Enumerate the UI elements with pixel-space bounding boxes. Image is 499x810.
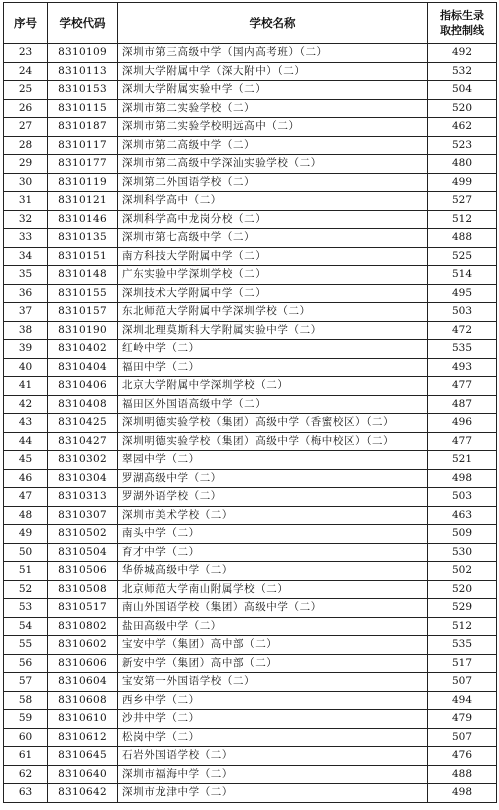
table-row — [4, 543, 497, 562]
cell-index: 52 — [4, 580, 48, 599]
cell-index: 57 — [4, 673, 48, 692]
cell-index: 54 — [4, 617, 48, 636]
cell-school-name: 罗湖外语学校（二） — [118, 488, 428, 507]
cell-school-code: 8310113 — [48, 62, 118, 81]
table-row — [4, 469, 497, 488]
cell-school-name: 宝安中学（集团）高中部（二） — [118, 636, 428, 655]
cell-school-code: 8310121 — [48, 192, 118, 211]
cell-school-name: 深圳第二外国语学校（二） — [118, 173, 428, 192]
cell-control-score: 517 — [428, 654, 497, 673]
cell-school-code: 8310508 — [48, 580, 118, 599]
cell-control-score: 509 — [428, 525, 497, 544]
cell-control-score: 504 — [428, 81, 497, 100]
cell-control-score: 530 — [428, 543, 497, 562]
cell-school-code: 8310608 — [48, 691, 118, 710]
cell-control-score: 525 — [428, 247, 497, 266]
cell-school-name: 深圳技术大学附属中学（二） — [118, 284, 428, 303]
table-row — [4, 395, 497, 414]
cell-school-code: 8310115 — [48, 99, 118, 118]
cell-school-code: 8310517 — [48, 599, 118, 618]
cell-index: 29 — [4, 155, 48, 174]
cell-school-name: 福田区外国语高级中学（二） — [118, 395, 428, 414]
cell-index: 44 — [4, 432, 48, 451]
cell-index: 48 — [4, 506, 48, 525]
cell-index: 55 — [4, 636, 48, 655]
cell-school-name: 深圳市第二高级中学深汕实验学校（二） — [118, 155, 428, 174]
header-code: 学校代码 — [48, 3, 118, 44]
cell-school-name: 沙井中学（二） — [118, 710, 428, 729]
table-row — [4, 229, 497, 248]
cell-control-score: 496 — [428, 414, 497, 433]
cell-control-score: 487 — [428, 395, 497, 414]
cell-control-score: 521 — [428, 451, 497, 470]
cell-school-name: 北京大学附属中学深圳学校（二） — [118, 377, 428, 396]
cell-index: 23 — [4, 44, 48, 63]
cell-index: 40 — [4, 358, 48, 377]
cell-school-code: 8310148 — [48, 266, 118, 285]
cell-school-code: 8310502 — [48, 525, 118, 544]
cell-control-score: 498 — [428, 469, 497, 488]
cell-school-name: 福田中学（二） — [118, 358, 428, 377]
table-row — [4, 62, 497, 81]
cell-control-score: 480 — [428, 155, 497, 174]
cell-school-code: 8310606 — [48, 654, 118, 673]
table-row — [4, 599, 497, 618]
cell-index: 32 — [4, 210, 48, 229]
cell-school-name: 深圳北理莫斯科大学附属实验中学（二） — [118, 321, 428, 340]
cell-school-name: 深圳市第二实验学校（二） — [118, 99, 428, 118]
table-row — [4, 303, 497, 322]
cell-school-code: 8310157 — [48, 303, 118, 322]
cell-control-score: 507 — [428, 673, 497, 692]
cell-school-code: 8310187 — [48, 118, 118, 137]
table-row — [4, 81, 497, 100]
cell-school-code: 8310506 — [48, 562, 118, 581]
cell-school-code: 8310146 — [48, 210, 118, 229]
cell-school-code: 8310109 — [48, 44, 118, 63]
cell-school-code: 8310302 — [48, 451, 118, 470]
table-row — [4, 358, 497, 377]
table-row — [4, 673, 497, 692]
cell-index: 46 — [4, 469, 48, 488]
cell-control-score: 477 — [428, 377, 497, 396]
cell-school-name: 宝安第一外国语学校（二） — [118, 673, 428, 692]
cell-control-score: 529 — [428, 599, 497, 618]
cell-control-score: 520 — [428, 99, 497, 118]
cell-school-name: 深圳市美术学校（二） — [118, 506, 428, 525]
cell-index: 25 — [4, 81, 48, 100]
cell-school-code: 8310645 — [48, 747, 118, 766]
table-row — [4, 636, 497, 655]
cell-index: 63 — [4, 784, 48, 803]
cell-control-score: 499 — [428, 173, 497, 192]
cell-school-name: 南山外国语学校（集团）高级中学（二） — [118, 599, 428, 618]
cell-school-code: 8310610 — [48, 710, 118, 729]
cell-school-name: 华侨城高级中学（二） — [118, 562, 428, 581]
table-row — [4, 118, 497, 137]
cell-index: 59 — [4, 710, 48, 729]
cell-control-score: 520 — [428, 580, 497, 599]
cell-control-score: 535 — [428, 340, 497, 359]
cell-school-code: 8310642 — [48, 784, 118, 803]
cell-control-score: 523 — [428, 136, 497, 155]
cell-index: 31 — [4, 192, 48, 211]
cell-control-score: 502 — [428, 562, 497, 581]
cell-index: 30 — [4, 173, 48, 192]
cell-school-name: 深圳科学高中龙岗分校（二） — [118, 210, 428, 229]
cell-school-code: 8310135 — [48, 229, 118, 248]
cell-school-code: 8310640 — [48, 765, 118, 784]
cell-index: 42 — [4, 395, 48, 414]
table-row — [4, 488, 497, 507]
cell-school-name: 深圳市第七高级中学（二） — [118, 229, 428, 248]
table-row — [4, 432, 497, 451]
cell-school-code: 8310602 — [48, 636, 118, 655]
cell-school-name: 罗湖高级中学（二） — [118, 469, 428, 488]
table-row — [4, 747, 497, 766]
cell-index: 49 — [4, 525, 48, 544]
table-row — [4, 321, 497, 340]
cell-control-score: 492 — [428, 44, 497, 63]
cell-control-score: 495 — [428, 284, 497, 303]
table-row — [4, 451, 497, 470]
cell-control-score: 493 — [428, 358, 497, 377]
cell-school-code: 8310153 — [48, 81, 118, 100]
cell-school-code: 8310119 — [48, 173, 118, 192]
cell-school-name: 深圳市第三高级中学（国内高考班）（二） — [118, 44, 428, 63]
cell-index: 58 — [4, 691, 48, 710]
cell-control-score: 512 — [428, 210, 497, 229]
cell-school-code: 8310307 — [48, 506, 118, 525]
cell-school-code: 8310408 — [48, 395, 118, 414]
cell-school-code: 8310151 — [48, 247, 118, 266]
cell-index: 41 — [4, 377, 48, 396]
cell-control-score: 535 — [428, 636, 497, 655]
cell-control-score: 503 — [428, 303, 497, 322]
table-row — [4, 210, 497, 229]
cell-index: 43 — [4, 414, 48, 433]
cell-school-code: 8310504 — [48, 543, 118, 562]
table-row — [4, 284, 497, 303]
school-quota-table — [3, 2, 497, 803]
cell-school-name: 南方科技大学附属中学（二） — [118, 247, 428, 266]
table-row — [4, 377, 497, 396]
cell-school-code: 8310604 — [48, 673, 118, 692]
cell-school-code: 8310177 — [48, 155, 118, 174]
cell-index: 47 — [4, 488, 48, 507]
cell-control-score: 472 — [428, 321, 497, 340]
cell-school-name: 新安中学（集团）高中部（二） — [118, 654, 428, 673]
cell-school-code: 8310404 — [48, 358, 118, 377]
table-header — [4, 3, 497, 44]
table-row — [4, 340, 497, 359]
cell-control-score: 488 — [428, 765, 497, 784]
cell-school-name: 红岭中学（二） — [118, 340, 428, 359]
cell-index: 50 — [4, 543, 48, 562]
cell-school-name: 深圳大学附属实验中学（二） — [118, 81, 428, 100]
cell-index: 26 — [4, 99, 48, 118]
table-row — [4, 765, 497, 784]
cell-school-code: 8310612 — [48, 728, 118, 747]
cell-control-score: 462 — [428, 118, 497, 137]
cell-control-score: 512 — [428, 617, 497, 636]
table-row — [4, 192, 497, 211]
cell-control-score: 479 — [428, 710, 497, 729]
table-row — [4, 710, 497, 729]
cell-index: 56 — [4, 654, 48, 673]
cell-school-name: 南头中学（二） — [118, 525, 428, 544]
cell-school-name: 深圳市第二实验学校明远高中（二） — [118, 118, 428, 137]
cell-index: 53 — [4, 599, 48, 618]
cell-school-name: 北京师范大学南山附属学校（二） — [118, 580, 428, 599]
cell-school-code: 8310406 — [48, 377, 118, 396]
cell-school-name: 广东实验中学深圳学校（二） — [118, 266, 428, 285]
cell-school-code: 8310313 — [48, 488, 118, 507]
cell-index: 51 — [4, 562, 48, 581]
table-row — [4, 784, 497, 803]
cell-index: 62 — [4, 765, 48, 784]
table-row — [4, 654, 497, 673]
cell-index: 39 — [4, 340, 48, 359]
cell-school-name: 东北师范大学附属中学深圳学校（二） — [118, 303, 428, 322]
cell-school-code: 8310117 — [48, 136, 118, 155]
cell-index: 27 — [4, 118, 48, 137]
cell-control-score: 498 — [428, 784, 497, 803]
table-body — [4, 44, 497, 803]
table-row — [4, 173, 497, 192]
header-quota-line2: 取控制线 — [440, 24, 484, 37]
cell-control-score: 532 — [428, 62, 497, 81]
cell-school-name: 育才中学（二） — [118, 543, 428, 562]
header-quota-line1: 指标生录 — [440, 9, 484, 22]
table-row — [4, 617, 497, 636]
cell-index: 33 — [4, 229, 48, 248]
cell-index: 24 — [4, 62, 48, 81]
header-quota — [428, 3, 497, 44]
table-row — [4, 155, 497, 174]
cell-control-score: 488 — [428, 229, 497, 248]
cell-index: 61 — [4, 747, 48, 766]
cell-control-score: 503 — [428, 488, 497, 507]
cell-school-name: 翠园中学（二） — [118, 451, 428, 470]
cell-index: 37 — [4, 303, 48, 322]
cell-control-score: 527 — [428, 192, 497, 211]
cell-index: 35 — [4, 266, 48, 285]
cell-school-name: 盐田高级中学（二） — [118, 617, 428, 636]
table-row — [4, 44, 497, 63]
cell-school-code: 8310155 — [48, 284, 118, 303]
table-row — [4, 136, 497, 155]
cell-control-score: 494 — [428, 691, 497, 710]
cell-control-score: 477 — [428, 432, 497, 451]
cell-school-name: 深圳大学附属中学（深大附中）（二） — [118, 62, 428, 81]
table-row — [4, 691, 497, 710]
cell-school-name: 深圳市龙津中学（二） — [118, 784, 428, 803]
table-row — [4, 728, 497, 747]
table-row — [4, 506, 497, 525]
cell-index: 60 — [4, 728, 48, 747]
cell-control-score: 476 — [428, 747, 497, 766]
table-row — [4, 99, 497, 118]
cell-index: 38 — [4, 321, 48, 340]
cell-school-name: 深圳明德实验学校（集团）高级中学（梅中校区）（二） — [118, 432, 428, 451]
cell-school-name: 松岗中学（二） — [118, 728, 428, 747]
cell-school-code: 8310425 — [48, 414, 118, 433]
cell-control-score: 514 — [428, 266, 497, 285]
cell-school-code: 8310427 — [48, 432, 118, 451]
cell-school-code: 8310190 — [48, 321, 118, 340]
cell-school-code: 8310402 — [48, 340, 118, 359]
cell-school-name: 深圳明德实验学校（集团）高级中学（香蜜校区）（二） — [118, 414, 428, 433]
cell-school-name: 西乡中学（二） — [118, 691, 428, 710]
cell-index: 34 — [4, 247, 48, 266]
table-row — [4, 414, 497, 433]
header-index: 序号 — [4, 3, 48, 44]
header-name: 学校名称 — [118, 3, 428, 44]
cell-school-name: 深圳市第二高级中学（二） — [118, 136, 428, 155]
cell-school-name: 石岩外国语学校（二） — [118, 747, 428, 766]
table-row — [4, 525, 497, 544]
cell-school-name: 深圳科学高中（二） — [118, 192, 428, 211]
table-row — [4, 580, 497, 599]
cell-control-score: 463 — [428, 506, 497, 525]
cell-school-code: 8310304 — [48, 469, 118, 488]
table-row — [4, 266, 497, 285]
cell-school-code: 8310802 — [48, 617, 118, 636]
table-row — [4, 562, 497, 581]
cell-index: 36 — [4, 284, 48, 303]
table-row — [4, 247, 497, 266]
cell-school-name: 深圳市福海中学（二） — [118, 765, 428, 784]
cell-index: 45 — [4, 451, 48, 470]
cell-control-score: 507 — [428, 728, 497, 747]
cell-index: 28 — [4, 136, 48, 155]
header-row — [4, 3, 497, 44]
